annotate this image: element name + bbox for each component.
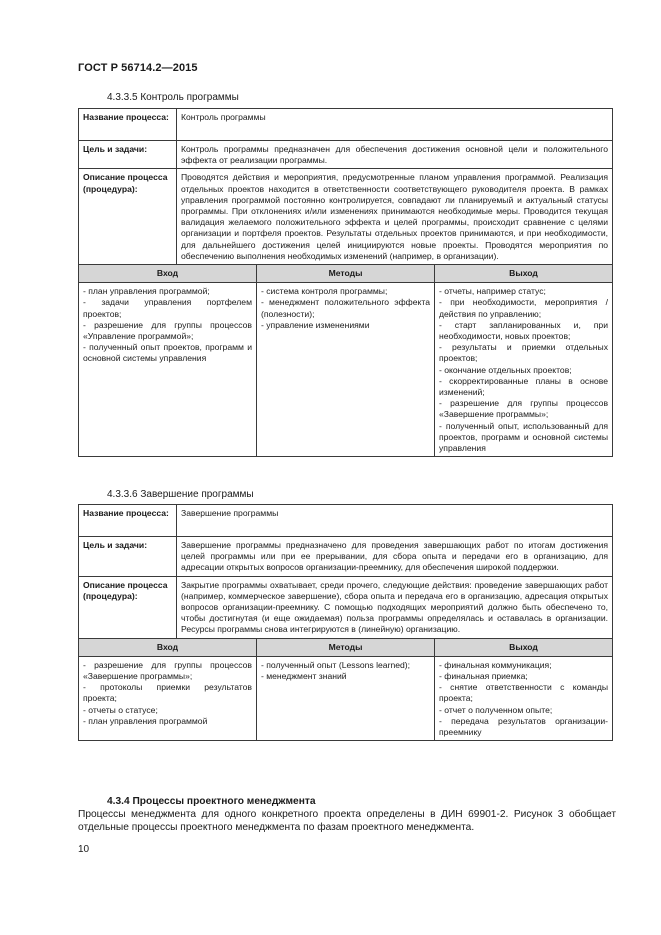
column-header-input: Вход (79, 265, 257, 283)
name-value: Завершение программы (177, 505, 613, 537)
list-item: - старт запланированных и, при необходимости, новых проектов; (439, 319, 609, 342)
list-item: - отчет о полученном опыте; (439, 704, 553, 715)
column-header-output: Выход (435, 638, 613, 656)
document-id: ГОСТ Р 56714.2—2015 (78, 62, 198, 74)
column-header-input: Вход (79, 638, 257, 656)
input-cell (79, 283, 257, 457)
list-item: - управление изменениями (261, 319, 370, 330)
table-row (79, 656, 613, 740)
list-item: - отчеты о статусе; (83, 704, 158, 715)
list-item: - финальная приемка; (439, 671, 528, 682)
desc-label: Описание процесса (процедура): (79, 576, 177, 638)
output-cell (435, 656, 613, 740)
table-row (79, 505, 613, 537)
list-item: - план управления программой (83, 715, 208, 726)
column-header-methods: Методы (257, 638, 435, 656)
list-item: - протоколы приемки результатов проекта; (83, 682, 252, 704)
table-row (79, 283, 613, 457)
table-header-row (79, 265, 613, 283)
list-item: - окончание отдельных проектов; (439, 364, 572, 375)
name-value: Контроль программы (177, 109, 613, 141)
section-heading-program-control: 4.3.3.5 Контроль программы (107, 92, 239, 103)
body-heading: 4.3.4 Процессы проектного менеджмента (107, 796, 316, 807)
table-row (79, 141, 613, 169)
methods-cell (257, 656, 435, 740)
list-item: - скорректированные планы в основе изменений; (439, 375, 609, 398)
process-table-program-control (78, 108, 613, 457)
list-item: - снятие ответственности с команды проекта; (439, 682, 609, 704)
name-label: Название процесса: (79, 505, 177, 537)
list-item: - передача результатов организации-преемнику (439, 715, 609, 738)
goal-value: Завершение программы предназначено для проведения завершающих работ по итогам достижения целей программы или при ее прерывании, для сбора опыта и передачи его в организацию, для адресации открытых вопросов организации-преемнику, для обеспечения широкой поддержки. (177, 537, 613, 577)
list-item: - разрешение для группы процессов «Завершение программы»; (83, 659, 252, 682)
list-item: - результаты и приемки отдельных проектов; (439, 342, 609, 364)
section-heading-program-closure: 4.3.3.6 Завершение программы (107, 489, 254, 500)
table-row (79, 169, 613, 265)
list-item: - финальная коммуникация; (439, 659, 552, 670)
list-item: - менеджмент положительного эффекта (полезности); (261, 297, 430, 319)
list-item: - задачи управления портфелем проектов; (83, 297, 252, 319)
column-header-methods: Методы (257, 265, 435, 283)
column-header-output: Выход (435, 265, 613, 283)
goal-label: Цель и задачи: (79, 537, 177, 577)
desc-value: Проводятся действия и мероприятия, предусмотренные планом управления программой. Реализация отдельных проектов находится в ответственности соответствующего руководителя проекта. В рамках управления программой постоянно контролируется, совпадают ли планируемый и актуальный статусы программы. При отклонениях и/или изменениях принимаются необходимые меры. Проводится текущая валидация желаемого положительного эффекта и целей программы, происходит сравнение с целями организации и портфеля проектов. Результаты отдельных проектов принимаются, и при необходимости, для дальнейшего достижения целей инициируются новые проекты. Проводятся мероприятия по обеспечению выполнения необходимых изменений (например, в организации). (177, 169, 613, 265)
goal-value: Контроль программы предназначен для обеспечения достижения основной цели и положительного эффекта от реализации программы. (177, 141, 613, 169)
list-item: - разрешение для группы процессов «Завершение программы»; (439, 398, 609, 420)
list-item: - разрешение для группы процессов «Управление программой»; (83, 319, 252, 342)
process-table-program-closure (78, 504, 613, 741)
list-item: - полученный опыт проектов, программ и основной системы управления (83, 342, 252, 364)
output-cell (435, 283, 613, 457)
list-item: - система контроля программы; (261, 286, 388, 297)
goal-label: Цель и задачи: (79, 141, 177, 169)
input-cell (79, 656, 257, 740)
list-item: - менеджмент знаний (261, 671, 347, 682)
list-item: - полученный опыт, использованный для проектов, программ и основной системы управления (439, 420, 609, 454)
table-row (79, 537, 613, 577)
desc-value: Закрытие программы охватывает, среди прочего, следующие действия: проведение завершающих работ (например, коммерческое завершение), сбора опыта и передача его в организацию, адресация открытых вопросов организации-преемнику. С помощью подходящих мероприятий должно быть обеспечено то, чтобы достигнутая (и еще ожидаемая) польза программы определялась и оставалась в организации. Ресурсы программы снова интегрируются в (линейную) организацию. (177, 576, 613, 638)
list-item: - при необходимости, мероприятия / действия по управлению; (439, 297, 609, 319)
list-item: - отчеты, например статус; (439, 286, 546, 297)
methods-cell (257, 283, 435, 457)
table-row (79, 109, 613, 141)
desc-label: Описание процесса (процедура): (79, 169, 177, 265)
name-label: Название процесса: (79, 109, 177, 141)
page-number: 10 (78, 844, 90, 855)
list-item: - полученный опыт (Lessons learned); (261, 659, 411, 670)
table-header-row (79, 638, 613, 656)
list-item: - план управления программой; (83, 286, 210, 297)
body-paragraph: Процессы менеджмента для одного конкретного проекта определены в ДИН 69901-2. Рисунок 3 обобщает отдельные процессы проектного менеджмента по фазам проектного менеджмента. (78, 809, 616, 834)
table-row (79, 576, 613, 638)
